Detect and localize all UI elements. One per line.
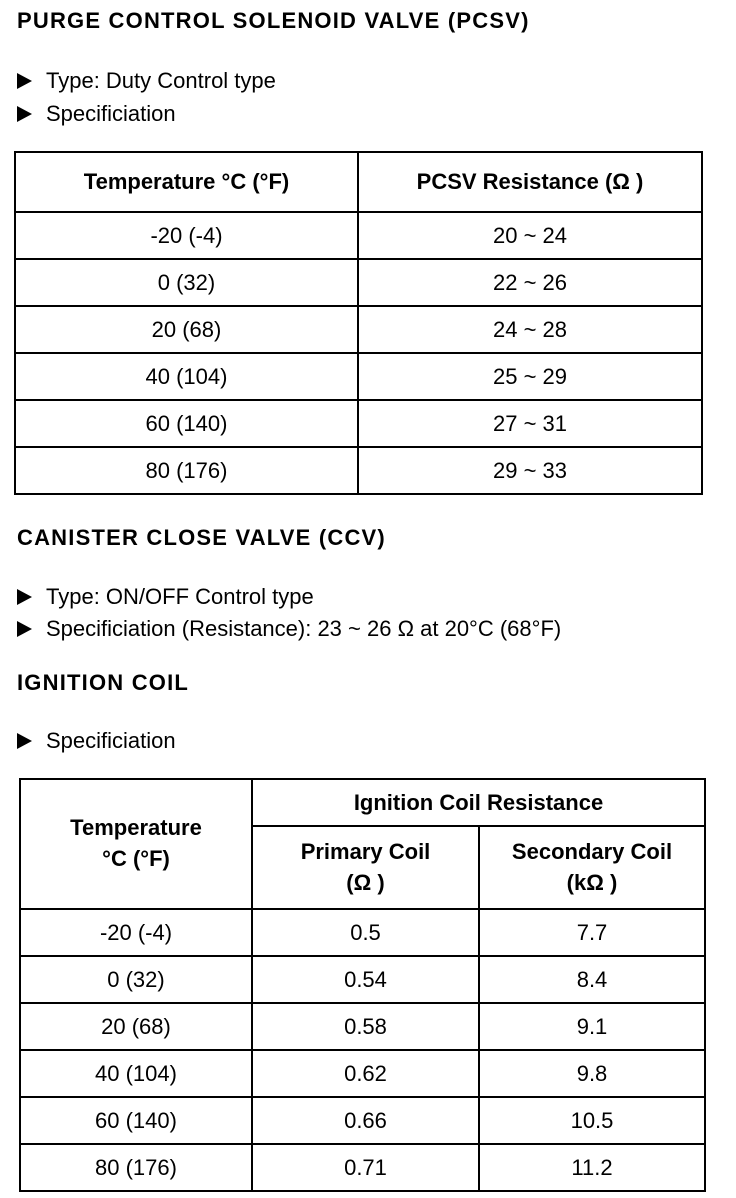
temperature-cell: -20 (-4) <box>15 212 358 259</box>
temperature-header-line1: Temperature <box>70 815 202 841</box>
bullet-triangle-icon <box>17 621 32 637</box>
primary-coil-cell: 0.58 <box>252 1003 479 1050</box>
temperature-cell: 60 (140) <box>15 400 358 447</box>
secondary-coil-cell: 8.4 <box>479 956 705 1003</box>
pcsv-resistance-cell: 25 ~ 29 <box>358 353 702 400</box>
table-row <box>15 212 702 259</box>
table-header-row <box>15 152 702 212</box>
temperature-header <box>20 779 252 909</box>
temperature-cell: 40 (104) <box>20 1050 252 1097</box>
pcsv-bullet-spec-text: Specificiation <box>46 101 176 126</box>
table-row <box>20 1003 705 1050</box>
table-row <box>15 259 702 306</box>
table-row <box>15 353 702 400</box>
secondary-coil-cell: 9.1 <box>479 1003 705 1050</box>
coil-bullet-spec <box>17 730 176 752</box>
bullet-triangle-icon <box>17 106 32 122</box>
table-row <box>20 1050 705 1097</box>
primary-coil-header-line1: Primary Coil <box>300 838 431 864</box>
pcsv-bullet-type-text: Type: Duty Control type <box>46 68 276 93</box>
pcsv-bullet-spec <box>17 103 176 125</box>
temperature-cell: 20 (68) <box>15 306 358 353</box>
ccv-bullet-type <box>17 586 314 608</box>
pcsv-resistance-cell: 20 ~ 24 <box>358 212 702 259</box>
ccv-bullet-spec <box>17 618 561 640</box>
table-row <box>15 447 702 494</box>
pcsv-resistance-table <box>14 151 703 495</box>
pcsv-resistance-cell: 29 ~ 33 <box>358 447 702 494</box>
bullet-triangle-icon <box>17 73 32 89</box>
primary-coil-cell: 0.66 <box>252 1097 479 1144</box>
ignition-coil-heading: IGNITION COIL <box>17 670 190 695</box>
temperature-cell: 60 (140) <box>20 1097 252 1144</box>
temperature-header: Temperature °C (°F) <box>15 152 358 212</box>
secondary-coil-cell: 9.8 <box>479 1050 705 1097</box>
primary-coil-header-line2: (Ω ) <box>346 869 385 895</box>
ccv-heading: CANISTER CLOSE VALVE (CCV) <box>17 525 386 550</box>
primary-coil-cell: 0.54 <box>252 956 479 1003</box>
pcsv-resistance-cell: 22 ~ 26 <box>358 259 702 306</box>
secondary-coil-cell: 11.2 <box>479 1144 705 1191</box>
table-row <box>20 1144 705 1191</box>
table-row <box>20 1097 705 1144</box>
temperature-cell: 40 (104) <box>15 353 358 400</box>
ignition-coil-resistance-header: Ignition Coil Resistance <box>252 779 705 826</box>
table-row <box>15 400 702 447</box>
temperature-cell: 0 (32) <box>20 956 252 1003</box>
bullet-triangle-icon <box>17 733 32 749</box>
secondary-coil-header <box>479 826 705 909</box>
table-row <box>20 909 705 956</box>
ccv-bullet-spec-text: Specificiation (Resistance): 23 ~ 26 Ω at 20°C (68°F) <box>46 616 562 641</box>
primary-coil-cell: 0.71 <box>252 1144 479 1191</box>
table-row <box>15 306 702 353</box>
bullet-triangle-icon <box>17 589 32 605</box>
primary-coil-header <box>252 826 479 909</box>
secondary-coil-cell: 10.5 <box>479 1097 705 1144</box>
temperature-cell: 80 (176) <box>20 1144 252 1191</box>
table-header-row <box>20 779 705 826</box>
temperature-cell: -20 (-4) <box>20 909 252 956</box>
pcsv-resistance-header: PCSV Resistance (Ω ) <box>358 152 702 212</box>
secondary-coil-header-line2: (kΩ ) <box>566 869 618 895</box>
temperature-header-line2: °C (°F) <box>102 846 170 871</box>
pcsv-heading: PURGE CONTROL SOLENOID VALVE (PCSV) <box>17 8 530 33</box>
temperature-cell: 0 (32) <box>15 259 358 306</box>
primary-coil-cell: 0.5 <box>252 909 479 956</box>
secondary-coil-header-line1: Secondary Coil <box>511 838 673 864</box>
pcsv-resistance-cell: 27 ~ 31 <box>358 400 702 447</box>
ignition-coil-resistance-table <box>19 778 706 1192</box>
temperature-cell: 80 (176) <box>15 447 358 494</box>
coil-bullet-spec-text: Specificiation <box>46 728 176 753</box>
temperature-cell: 20 (68) <box>20 1003 252 1050</box>
pcsv-resistance-cell: 24 ~ 28 <box>358 306 702 353</box>
pcsv-bullet-type <box>17 70 276 92</box>
table-row <box>20 956 705 1003</box>
primary-coil-cell: 0.62 <box>252 1050 479 1097</box>
ccv-bullet-type-text: Type: ON/OFF Control type <box>46 584 314 609</box>
secondary-coil-cell: 7.7 <box>479 909 705 956</box>
